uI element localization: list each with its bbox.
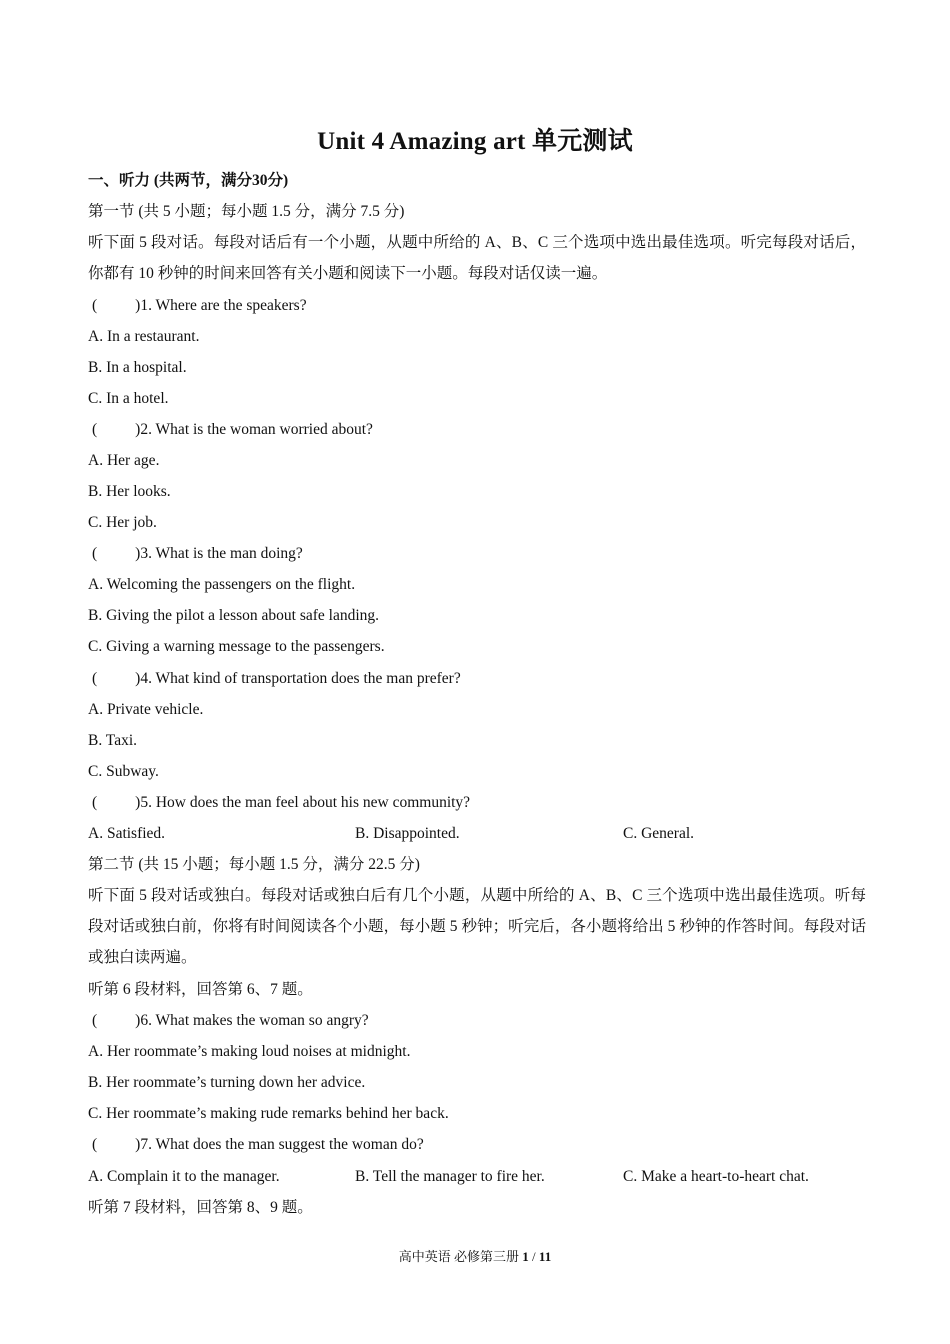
page-title: Unit 4 Amazing art 单元测试 — [317, 128, 633, 155]
q1-option-c: C. In a hotel. — [88, 390, 169, 407]
q4-option-a: A. Private vehicle. — [88, 701, 204, 718]
q3-option-b: B. Giving the pilot a lesson about safe landing. — [88, 607, 380, 624]
footer-page-total: 11 — [538, 1249, 552, 1264]
page-footer: 高中英语 必修第三册 1 / 11 — [398, 1249, 552, 1264]
q7-option-b: B. Tell the manager to fire her. — [355, 1168, 545, 1185]
q6-option-c: C. Her roommate’s making rude remarks behind her back. — [88, 1105, 449, 1122]
question-5: ( )5. How does the man feel about his new community? — [92, 794, 471, 811]
q5-option-c: C. General. — [623, 825, 695, 842]
section2-instructions: 听下面 5 段对话或独白。每段对话或独白后有几个小题，从题中所给的 A、B、C 三个选项中选出最佳选项。听每段对话或独白前，你将有时间阅读各个小题，每小题 5 秒钟；听完后，各小题将给出 5 秒钟的作答时间。每段对话或独白读两遍。 — [88, 887, 866, 966]
footer-book-title: 高中英语 必修第三册 — [398, 1249, 520, 1264]
q5-option-b: B. Disappointed. — [355, 825, 460, 842]
q4-option-c: C. Subway. — [88, 763, 159, 780]
q7-option-c: C. Make a heart-to-heart chat. — [623, 1168, 809, 1185]
q2-option-c: C. Her job. — [88, 514, 157, 531]
question-2: ( )2. What is the woman worried about? — [92, 421, 373, 438]
q3-option-a: A. Welcoming the passengers on the flight. — [88, 576, 356, 593]
part1-heading: 一、听力 (共两节，满分30分) — [88, 172, 289, 189]
question-1: ( )1. Where are the speakers? — [92, 297, 307, 314]
q2-option-b: B. Her looks. — [88, 483, 171, 500]
question-4: ( )4. What kind of transportation does the man prefer? — [92, 670, 461, 687]
q1-option-b: B. In a hospital. — [88, 359, 187, 376]
q5-option-a: A. Satisfied. — [88, 825, 166, 842]
question-6: ( )6. What makes the woman so angry? — [92, 1012, 369, 1029]
q7-option-a: A. Complain it to the manager. — [88, 1168, 280, 1185]
material-6-instruction: 听第 6 段材料，回答第 6、7 题。 — [88, 981, 313, 998]
footer-page-number: 1 — [522, 1249, 529, 1264]
q3-option-c: C. Giving a warning message to the passengers. — [88, 638, 385, 655]
question-3: ( )3. What is the man doing? — [92, 545, 303, 562]
q6-option-a: A. Her roommate’s making loud noises at midnight. — [88, 1043, 411, 1060]
q2-option-a: A. Her age. — [88, 452, 160, 469]
question-7: ( )7. What does the man suggest the woman do? — [92, 1136, 424, 1153]
q4-option-b: B. Taxi. — [88, 732, 138, 749]
section1-heading: 第一节 (共 5 小题；每小题 1.5 分，满分 7.5 分) — [88, 203, 405, 220]
q6-option-b: B. Her roommate’s turning down her advice. — [88, 1074, 366, 1091]
material-7-instruction: 听第 7 段材料，回答第 8、9 题。 — [88, 1199, 313, 1216]
section2-heading: 第二节 (共 15 小题；每小题 1.5 分，满分 22.5 分) — [88, 856, 420, 873]
section1-instructions: 听下面 5 段对话。每段对话后有一个小题，从题中所给的 A、B、C 三个选项中选出最佳选项。听完每段对话后，你都有 10 秒钟的时间来回答有关小题和阅读下一小题。每段对话仅读一遍。 — [88, 234, 866, 282]
q1-option-a: A. In a restaurant. — [88, 328, 200, 345]
